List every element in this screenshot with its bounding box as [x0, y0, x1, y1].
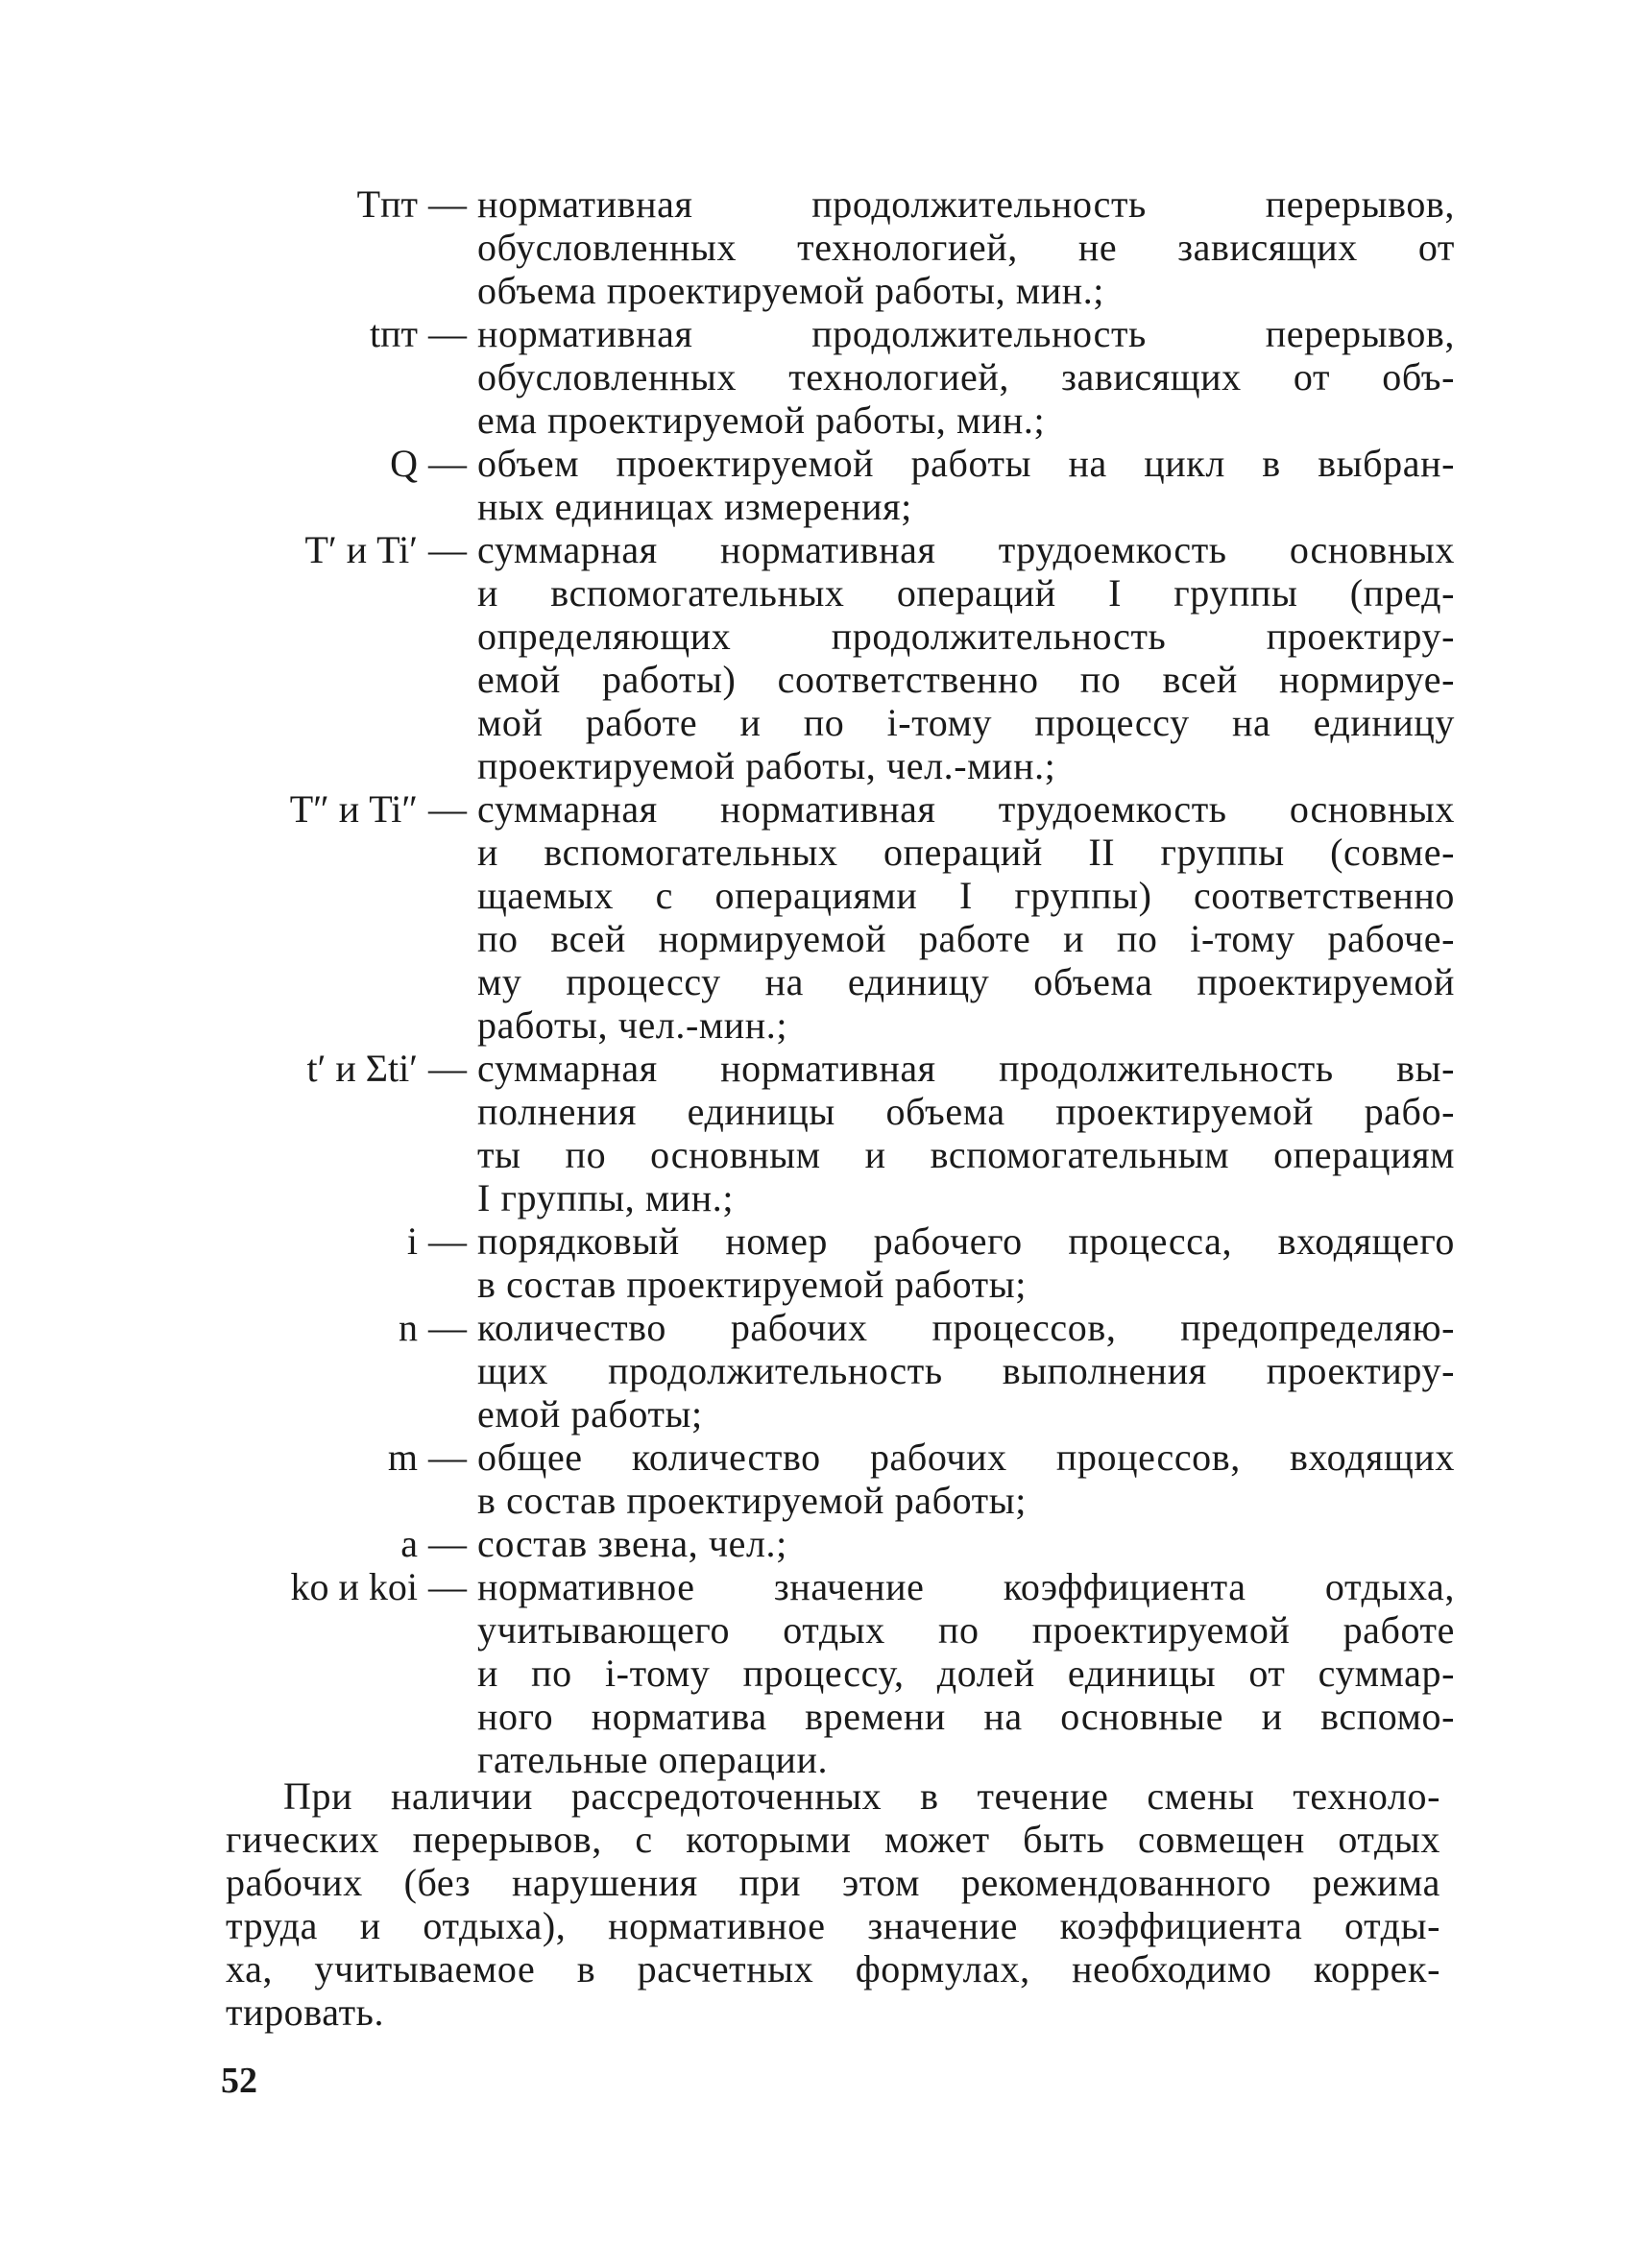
definition-text	[477, 442, 1455, 528]
definition-line: щаемых с операциями I группы) соответственно	[477, 874, 1455, 917]
definition-dash: —	[428, 182, 467, 226]
definition-row	[187, 1436, 1455, 1522]
definition-line: емой работы) соответственно по всей нормируе-	[477, 658, 1455, 701]
definition-line: проектируемой работы, чел.-мин.;	[477, 744, 1056, 787]
page-number: 52	[221, 2061, 257, 2101]
paragraph-line: тировать.	[226, 1991, 385, 2034]
definition-line: определяющих продолжительность проектиру-	[477, 615, 1455, 658]
definition-line: нормативная продолжительность перерывов,	[477, 312, 1455, 355]
definition-line: по всей нормируемой работе и по i-тому рабоче-	[477, 917, 1455, 960]
definition-line: объема проектируемой работы, мин.;	[477, 269, 1105, 312]
definition-line: состав звена, чел.;	[477, 1522, 787, 1565]
definition-dash: —	[428, 312, 467, 355]
definition-symbol: T′ и Ti′	[304, 528, 418, 571]
paragraph-line: труда и отдыха), нормативное значение коэффициента отды-	[226, 1904, 1440, 1947]
definition-row	[187, 442, 1455, 528]
definition-text	[477, 1219, 1455, 1306]
paragraph-line: При наличии рассредоточенных в течение смены техноло-	[283, 1774, 1440, 1818]
definition-symbol: tпт	[370, 312, 418, 355]
definition-row	[187, 1219, 1455, 1306]
definition-symbol: T″ и Ti″	[289, 787, 418, 831]
definition-line: и вспомогательных операций I группы (пред-	[477, 571, 1455, 615]
definition-row	[187, 182, 1455, 312]
definition-line: порядковый номер рабочего процесса, входящего	[477, 1219, 1455, 1263]
definition-text	[477, 1436, 1455, 1522]
definition-dash: —	[428, 528, 467, 571]
definition-text	[477, 1047, 1455, 1219]
definition-symbol: a	[400, 1522, 418, 1565]
definition-row	[187, 787, 1455, 1047]
definition-row	[187, 312, 1455, 442]
definition-line: нормативное значение коэффициента отдыха,	[477, 1565, 1455, 1608]
definition-line: обусловленных технологией, зависящих от объ-	[477, 355, 1455, 398]
definition-symbol: i	[406, 1219, 418, 1263]
definition-text	[477, 182, 1455, 312]
definition-text	[477, 312, 1455, 442]
definition-symbol: ko и koi	[290, 1565, 418, 1608]
definition-line: обусловленных технологией, не зависящих от	[477, 226, 1455, 269]
definition-dash: —	[428, 787, 467, 831]
definition-line: нормативная продолжительность перерывов,	[477, 182, 1455, 226]
definition-symbol: n	[399, 1306, 418, 1349]
definition-line: и по i-тому процессу, долей единицы от суммар-	[477, 1652, 1455, 1695]
definition-text	[477, 1565, 1455, 1781]
definition-row	[187, 528, 1455, 787]
definition-line: общее количество рабочих процессов, входящих	[477, 1436, 1455, 1479]
definition-line: ного норматива времени на основные и вспомо-	[477, 1695, 1455, 1738]
definition-text	[477, 528, 1455, 787]
definition-line: суммарная нормативная трудоемкость основных	[477, 528, 1455, 571]
definition-line: мой работе и по i-тому процессу на единицу	[477, 701, 1455, 744]
definition-line: суммарная нормативная продолжительность вы-	[477, 1047, 1455, 1090]
definition-row	[187, 1565, 1455, 1781]
definitions-list	[187, 182, 1455, 1781]
definition-line: полнения единицы объема проектируемой рабо-	[477, 1090, 1455, 1133]
definition-line: количество рабочих процессов, предопределяю-	[477, 1306, 1455, 1349]
definition-line: ема проектируемой работы, мин.;	[477, 398, 1046, 442]
definition-dash: —	[428, 442, 467, 485]
definition-text	[477, 1522, 1455, 1565]
definition-symbol: Tпт	[356, 182, 418, 226]
paragraph-line: гических перерывов, с которыми может быть совмещен отдых	[226, 1818, 1440, 1861]
definition-line: в состав проектируемой работы;	[477, 1263, 1027, 1306]
definition-dash: —	[428, 1436, 467, 1479]
definition-row	[187, 1047, 1455, 1219]
definition-text	[477, 1306, 1455, 1436]
definition-line: ных единицах измерения;	[477, 485, 912, 528]
definition-dash: —	[428, 1219, 467, 1263]
definition-line: и вспомогательных операций II группы (совме-	[477, 831, 1455, 874]
definition-line: ты по основным и вспомогательным операциям	[477, 1133, 1455, 1176]
definition-dash: —	[428, 1565, 467, 1608]
definition-line: I группы, мин.;	[477, 1176, 735, 1219]
definition-dash: —	[428, 1047, 467, 1090]
definition-line: гательные операции.	[477, 1738, 829, 1781]
definition-line: суммарная нормативная трудоемкость основных	[477, 787, 1455, 831]
definition-text	[477, 787, 1455, 1047]
definition-symbol: m	[387, 1436, 418, 1479]
definition-dash: —	[428, 1522, 467, 1565]
definition-line: емой работы;	[477, 1392, 703, 1436]
definition-line: учитывающего отдых по проектируемой работе	[477, 1608, 1455, 1652]
definition-line: му процессу на единицу объема проектируемой	[477, 960, 1455, 1003]
definition-symbol: t′ и Σti′	[306, 1047, 418, 1090]
definition-row	[187, 1522, 1455, 1565]
body-paragraph	[226, 1774, 1440, 2034]
paragraph-line: ха, учитываемое в расчетных формулах, необходимо коррек-	[226, 1947, 1440, 1991]
paragraph-line: рабочих (без нарушения при этом рекомендованного режима	[226, 1861, 1440, 1904]
definition-line: работы, чел.-мин.;	[477, 1003, 788, 1047]
definition-line: в состав проектируемой работы;	[477, 1479, 1027, 1522]
definition-line: объем проектируемой работы на цикл в выбран-	[477, 442, 1455, 485]
definition-row	[187, 1306, 1455, 1436]
definition-line: щих продолжительность выполнения проектиру-	[477, 1349, 1455, 1392]
definition-dash: —	[428, 1306, 467, 1349]
definition-symbol: Q	[390, 442, 418, 485]
